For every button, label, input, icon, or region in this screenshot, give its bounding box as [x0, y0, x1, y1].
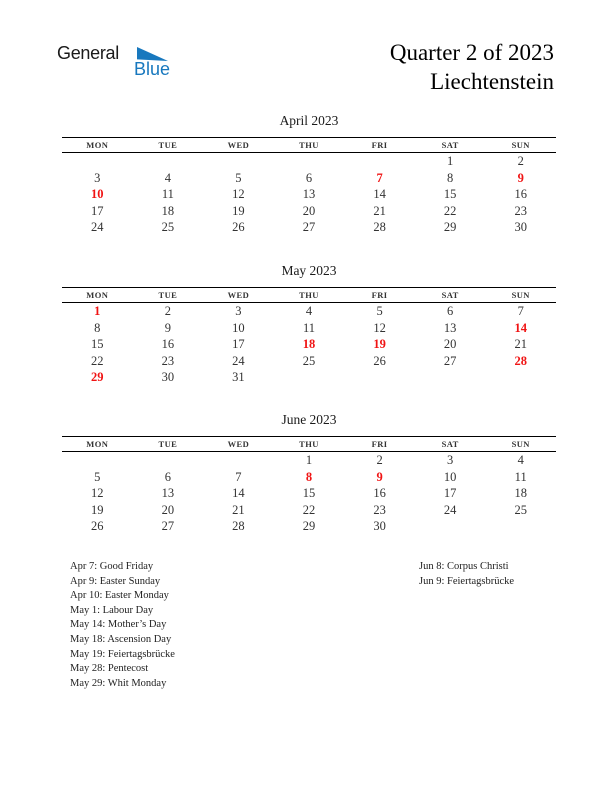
calendar-day: 14 [232, 486, 245, 501]
weekday-header-sun: SUN [511, 439, 530, 449]
calendar-day: 13 [302, 187, 316, 202]
calendar-day: 10 [443, 469, 457, 484]
calendar-day: 5 [94, 469, 101, 484]
weekday-header-mon: MON [86, 140, 109, 150]
calendar-day: 1 [305, 453, 313, 467]
calendar-day: 30 [514, 220, 527, 235]
calendar-day: 11 [161, 187, 174, 202]
calendar-day: 21 [514, 337, 527, 352]
holiday-entry: May 1: Labour Day [70, 604, 154, 616]
holiday-entry: Jun 9: Feiertagsbrücke [419, 575, 515, 587]
calendar-day: 17 [232, 337, 245, 352]
page-title-country: Liechtenstein [430, 69, 554, 94]
calendar-day-holiday: 1 [94, 304, 101, 318]
calendar-day: 16 [161, 337, 175, 352]
weekday-header-thu: THU [299, 140, 319, 150]
calendar-day: 1 [447, 154, 454, 168]
calendar-day: 27 [161, 519, 175, 534]
calendar-day: 13 [161, 486, 175, 501]
calendar-day: 27 [302, 220, 316, 235]
empty-day-cell [203, 153, 274, 170]
calendar-day: 12 [91, 486, 104, 501]
calendar-day: 22 [443, 203, 457, 218]
weekday-header-row [62, 287, 556, 303]
calendar-day: 30 [373, 519, 386, 534]
weekday-header-wed: WED [227, 290, 250, 300]
weekday-header-mon: MON [86, 290, 109, 300]
empty-day-cell [62, 452, 133, 469]
weekday-header-fri: FRI [371, 439, 388, 449]
holiday-entry: May 29: Whit Monday [70, 677, 167, 689]
holiday-entry: May 28: Pentecost [70, 663, 149, 675]
calendar-day: 23 [161, 353, 175, 368]
calendar-day: 26 [232, 220, 245, 235]
calendar-day: 19 [91, 502, 104, 517]
month-calendar-june [62, 411, 556, 535]
calendar-day: 3 [447, 453, 454, 467]
calendar-day: 18 [161, 203, 175, 218]
month-title: April 2023 [279, 113, 339, 128]
calendar-day: 4 [305, 304, 313, 318]
weekday-header-row [62, 137, 556, 153]
calendar-day-holiday: 10 [91, 187, 104, 202]
calendar-day-holiday: 7 [376, 170, 383, 185]
calendar-day: 21 [373, 203, 386, 218]
calendar-day: 22 [302, 502, 316, 517]
calendar-day: 26 [373, 353, 386, 368]
days-grid [62, 153, 556, 236]
calendar-day: 9 [164, 320, 171, 335]
empty-day-cell [344, 369, 415, 386]
calendar-day: 5 [376, 304, 383, 318]
empty-day-cell [485, 369, 556, 386]
calendar-day: 15 [443, 187, 457, 202]
calendar-day: 5 [235, 170, 242, 185]
calendar-day: 2 [376, 453, 383, 467]
weekday-header-mon: MON [86, 439, 109, 449]
calendar-day: 19 [232, 203, 245, 218]
holiday-entry: Apr 7: Good Friday [70, 561, 154, 572]
calendar-day: 18 [514, 486, 527, 501]
holiday-entry: Jun 8: Corpus Christi [419, 561, 509, 572]
calendar-day: 28 [232, 519, 245, 534]
empty-day-cell [274, 369, 345, 386]
weekday-header-thu: THU [299, 439, 319, 449]
calendar-day: 25 [514, 502, 527, 517]
month-title: June 2023 [281, 412, 337, 427]
calendar-day: 7 [235, 469, 242, 484]
calendar-day: 4 [164, 170, 171, 185]
calendar-day: 16 [514, 187, 527, 202]
empty-day-cell [485, 518, 556, 535]
calendar-day: 6 [164, 469, 171, 484]
weekday-header-tue: TUE [158, 290, 178, 300]
logo-text-general: General [57, 43, 119, 63]
calendar-day: 10 [232, 320, 245, 335]
calendar-day: 24 [91, 220, 104, 235]
calendar-day: 24 [443, 502, 457, 517]
weekday-header-fri: FRI [371, 140, 388, 150]
calendar-day: 12 [232, 187, 245, 202]
empty-day-cell [274, 153, 345, 170]
weekday-header-tue: TUE [158, 439, 178, 449]
calendar-day: 28 [373, 220, 386, 235]
holiday-list-right [419, 560, 589, 589]
calendar-day: 2 [517, 154, 524, 168]
calendar-day: 25 [302, 353, 316, 368]
calendar-day-holiday: 29 [91, 370, 104, 385]
calendar-day: 23 [373, 502, 386, 517]
holiday-entry: May 18: Ascension Day [70, 633, 172, 645]
days-grid [62, 452, 556, 535]
empty-day-cell [203, 452, 274, 469]
page-title [390, 38, 554, 96]
calendar-day: 20 [443, 337, 457, 352]
calendar-day: 20 [161, 502, 175, 517]
calendar-day: 11 [514, 469, 527, 484]
days-grid [62, 303, 556, 386]
calendar-day: 11 [302, 320, 316, 335]
calendar-day: 3 [94, 170, 101, 185]
calendar-day: 17 [443, 486, 457, 501]
month-calendar-may [62, 262, 556, 386]
weekday-header-fri: FRI [371, 290, 388, 300]
calendar-day: 24 [232, 353, 245, 368]
weekday-header-thu: THU [299, 290, 319, 300]
logo-text-blue: Blue [133, 59, 170, 79]
calendar-day: 8 [447, 170, 454, 185]
empty-day-cell [415, 518, 486, 535]
calendar-day-holiday: 19 [373, 337, 386, 352]
calendar-day: 6 [305, 170, 313, 185]
calendar-day: 21 [232, 502, 245, 517]
calendar-day: 7 [517, 304, 524, 318]
calendar-day: 31 [232, 370, 245, 385]
month-calendar-april [62, 112, 556, 236]
calendar-day: 30 [161, 370, 175, 385]
calendar-day: 3 [235, 304, 242, 318]
calendar-day: 23 [514, 203, 527, 218]
empty-day-cell [344, 153, 415, 170]
calendar-day: 16 [373, 486, 386, 501]
calendar-day: 6 [447, 304, 454, 318]
empty-day-cell [415, 369, 486, 386]
weekday-header-wed: WED [227, 140, 250, 150]
calendar-day-holiday: 9 [517, 170, 524, 185]
calendar-day: 12 [373, 320, 386, 335]
weekday-header-sat: SAT [441, 140, 459, 150]
empty-day-cell [133, 452, 204, 469]
calendar-day: 8 [94, 320, 101, 335]
holiday-list-left [70, 560, 400, 691]
month-title: May 2023 [281, 263, 337, 278]
calendar-day: 29 [302, 519, 316, 534]
page-title-quarter: Quarter 2 of 2023 [389, 40, 554, 65]
weekday-header-wed: WED [227, 439, 250, 449]
holiday-entry: Apr 9: Easter Sunday [70, 575, 161, 587]
weekday-header-row [62, 436, 556, 452]
calendar-day: 14 [373, 187, 386, 202]
empty-day-cell [62, 153, 133, 170]
general-blue-logo [57, 44, 171, 86]
calendar-day-holiday: 28 [514, 353, 527, 368]
holiday-entry: May 19: Feiertagsbrücke [70, 648, 175, 660]
calendar-day: 4 [517, 453, 524, 467]
weekday-header-tue: TUE [158, 140, 178, 150]
calendar-day: 13 [443, 320, 457, 335]
calendar-day: 17 [91, 203, 104, 218]
calendar-day-holiday: 8 [305, 469, 313, 484]
weekday-header-sun: SUN [511, 290, 530, 300]
calendar-day-holiday: 14 [514, 320, 527, 335]
calendar-day: 22 [91, 353, 104, 368]
holiday-entry: Apr 10: Easter Monday [70, 590, 169, 602]
calendar-day: 20 [302, 203, 316, 218]
calendar-day-holiday: 9 [376, 469, 383, 484]
calendar-day: 26 [91, 519, 104, 534]
holiday-entry: May 14: Mother’s Day [70, 619, 167, 631]
calendar-day: 25 [161, 220, 175, 235]
weekday-header-sat: SAT [441, 439, 459, 449]
empty-day-cell [133, 153, 204, 170]
weekday-header-sun: SUN [511, 140, 530, 150]
weekday-header-sat: SAT [441, 290, 459, 300]
calendar-day: 2 [164, 304, 171, 318]
calendar-day: 27 [443, 353, 457, 368]
calendar-day: 15 [91, 337, 104, 352]
calendar-day-holiday: 18 [302, 337, 316, 352]
calendar-day: 15 [302, 486, 316, 501]
calendar-day: 29 [443, 220, 457, 235]
